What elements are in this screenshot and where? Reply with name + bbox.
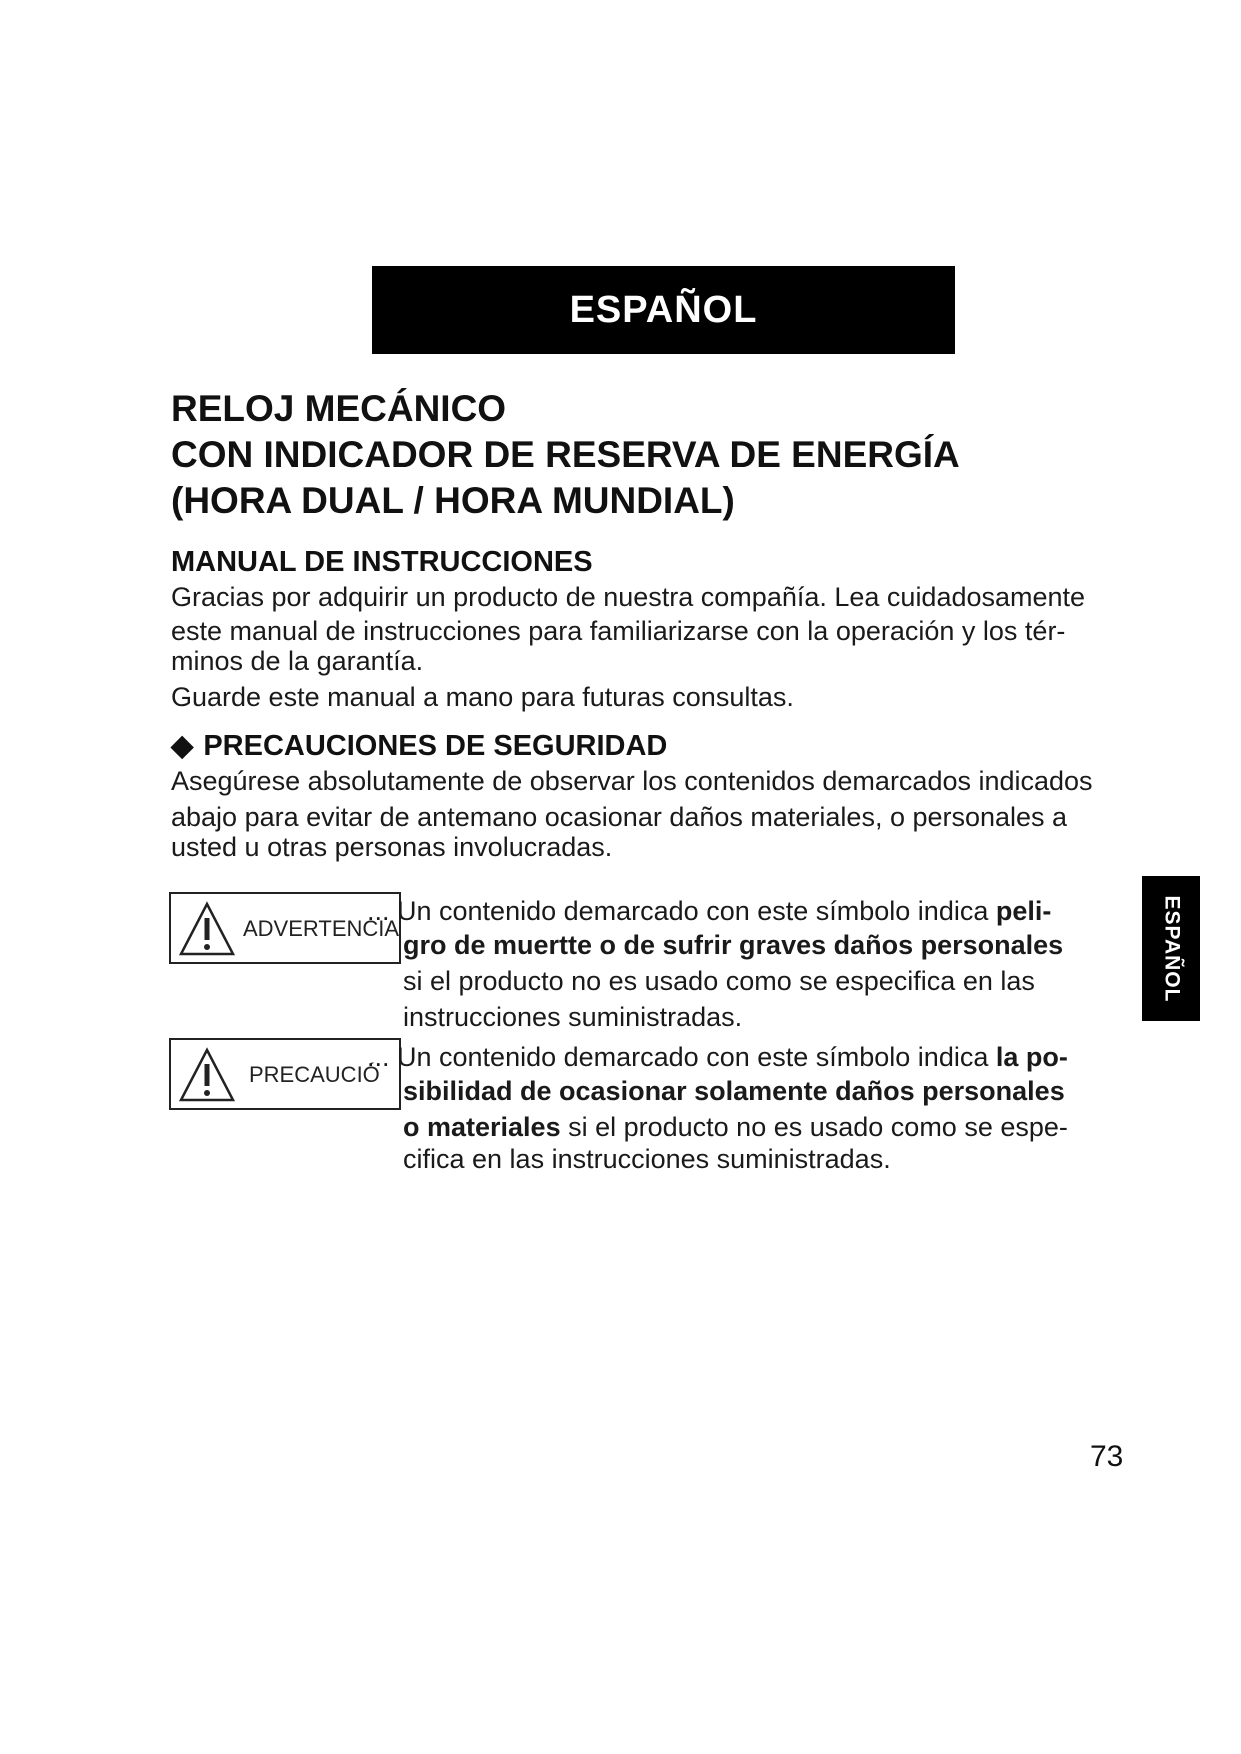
warning-triangle-icon bbox=[177, 900, 237, 958]
warning-triangle-icon bbox=[177, 1046, 237, 1104]
caution-lead: ... Un contenido demarcado con este símbolo indica bbox=[367, 1042, 996, 1072]
manual-paragraph-2: Guarde este manual a mano para futuras consultas. bbox=[171, 682, 794, 712]
warning-line1 bbox=[367, 894, 1143, 928]
safety-heading-row bbox=[171, 728, 1146, 764]
safety-intro-line2: abajo para evitar de antemano ocasionar daños materiales, o personales a bbox=[171, 802, 1068, 832]
caution-description bbox=[367, 1040, 1143, 1176]
safety-section bbox=[171, 728, 1146, 864]
manual-para1-line1: Gracias por adquirir un producto de nuestra compañía. Lea cuidadosamente bbox=[171, 582, 1086, 612]
manual-section bbox=[171, 544, 1146, 714]
language-banner-label: ESPAÑOL bbox=[569, 288, 758, 331]
warning-bold-2: gro de muertte o de sufrir graves daños personales bbox=[403, 930, 1064, 960]
manual-para1-line3: minos de la garantía. bbox=[171, 646, 424, 676]
warning-description bbox=[367, 894, 1143, 1034]
diamond-bullet-icon: ◆ bbox=[171, 730, 194, 762]
safety-intro bbox=[171, 764, 1146, 864]
caution-line2 bbox=[403, 1074, 1143, 1108]
warning-lead: ... Un contenido demarcado con este símbolo indica bbox=[367, 896, 996, 926]
caution-label: PRECAUCIÓ bbox=[249, 1062, 380, 1087]
manual-heading: MANUAL DE INSTRUCCIONES bbox=[171, 546, 593, 578]
title-line-2: CON INDICADOR DE RESERVA DE ENERGÍA bbox=[171, 434, 960, 475]
warning-label: ADVERTENCIA bbox=[243, 916, 400, 941]
manual-paragraph-1 bbox=[171, 580, 1146, 678]
caution-notice bbox=[169, 1038, 1129, 1178]
side-language-tab bbox=[1142, 876, 1200, 1021]
safety-heading: PRECAUCIONES DE SEGURIDAD bbox=[203, 730, 668, 762]
warning-bold-1: peli- bbox=[995, 896, 1052, 926]
warning-line4: instrucciones suministradas. bbox=[403, 1002, 743, 1032]
caution-line3 bbox=[403, 1110, 1143, 1144]
warning-notice bbox=[169, 892, 1129, 1032]
document-title bbox=[171, 386, 1151, 524]
warning-line3: si el producto no es usado como se especifica en las bbox=[403, 966, 1035, 996]
manual-para1-line2: este manual de instrucciones para familiarizarse con la operación y los tér- bbox=[171, 616, 1066, 646]
safety-intro-line1: Asegúrese absolutamente de observar los contenidos demarcados indicados bbox=[171, 766, 1093, 796]
caution-line1 bbox=[367, 1040, 1143, 1074]
title-line-3: (HORA DUAL / HORA MUNDIAL) bbox=[171, 480, 735, 521]
safety-intro-line3: usted u otras personas involucradas. bbox=[171, 832, 613, 862]
warning-line2 bbox=[403, 928, 1143, 962]
title-line-1: RELOJ MECÁNICO bbox=[171, 388, 507, 429]
caution-rest-1: si el producto no es usado como se espe- bbox=[560, 1112, 1068, 1142]
caution-bold-2: sibilidad de ocasionar solamente daños personales bbox=[403, 1076, 1065, 1106]
language-banner bbox=[372, 266, 955, 354]
caution-bold-1: la po- bbox=[995, 1042, 1068, 1072]
side-tab-label: ESPAÑOL bbox=[1160, 895, 1183, 1002]
caution-bold-3: o materiales bbox=[403, 1112, 561, 1142]
caution-line4: cifica en las instrucciones suministradas. bbox=[403, 1144, 891, 1174]
page-number: 73 bbox=[1090, 1440, 1124, 1473]
